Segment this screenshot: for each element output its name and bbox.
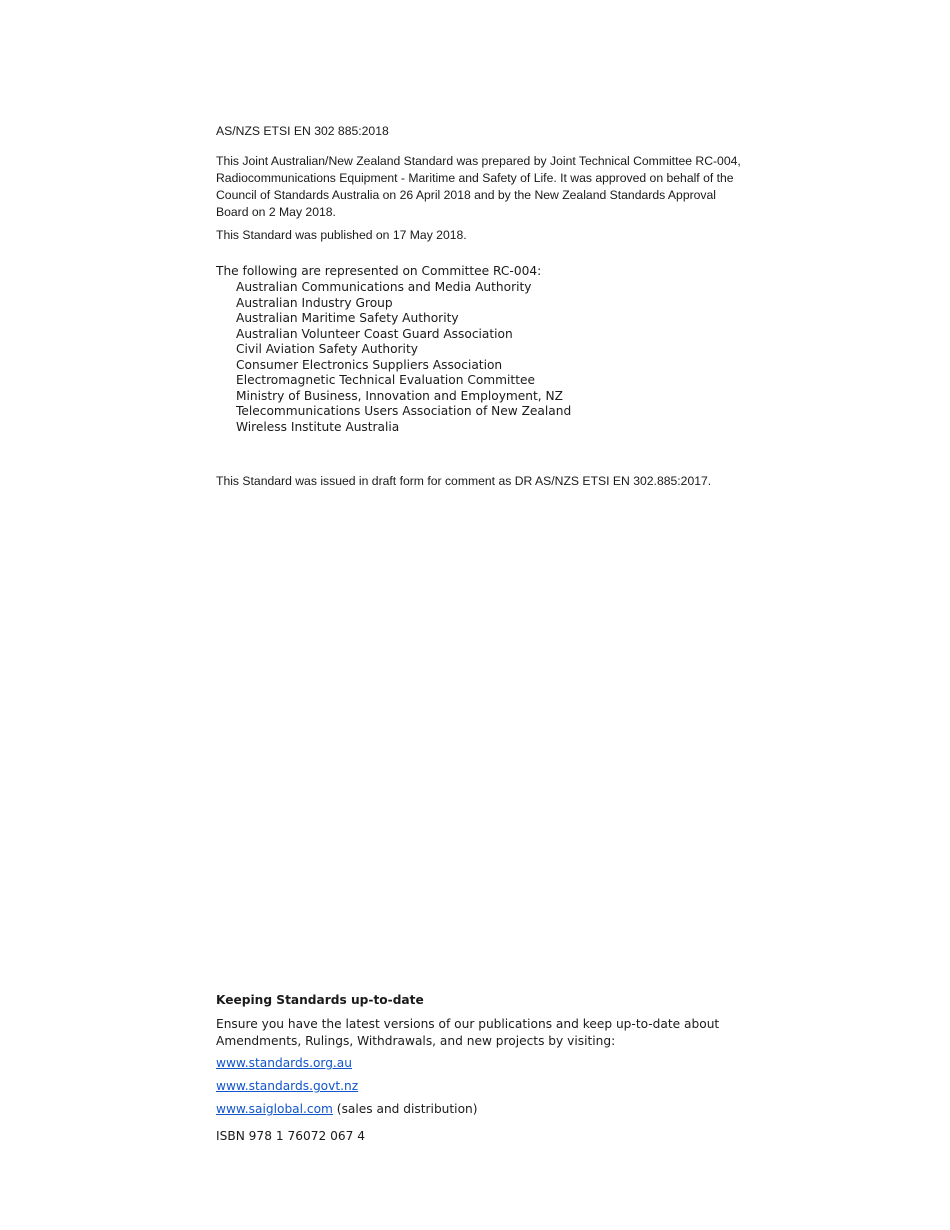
- keeping-up-to-date-heading: Keeping Standards up-to-date: [216, 993, 424, 1007]
- keeping-up-to-date-text: Ensure you have the latest versions of our publications and keep up-to-date about Amendments, Rulings, Withdrawals, and new projects by visiting:: [216, 1017, 720, 1048]
- committee-heading: The following are represented on Committee RC-004:: [216, 264, 542, 278]
- committee-member: Australian Maritime Safety Authority: [236, 311, 459, 325]
- committee-member: Wireless Institute Australia: [236, 419, 400, 434]
- committee-member: Ministry of Business, Innovation and Employment, NZ: [236, 388, 564, 403]
- standards-nz-link[interactable]: www.standards.govt.nz: [216, 1079, 359, 1093]
- saiglobal-link-suffix: (sales and distribution): [332, 1102, 478, 1116]
- published-date-text: This Standard was published on 17 May 2018.: [216, 228, 467, 242]
- committee-member-list: [236, 280, 571, 435]
- committee-member: Consumer Electronics Suppliers Association: [236, 357, 503, 372]
- committee-member: Australian Industry Group: [236, 295, 393, 310]
- saiglobal-link[interactable]: www.saiglobal.com: [216, 1102, 333, 1116]
- standards-australia-link[interactable]: www.standards.org.au: [216, 1056, 352, 1070]
- preparation-paragraph: This Joint Australian/New Zealand Standard was prepared by Joint Technical Committee RC-004, Radiocommunications Equipment - Maritime and Safety of Life. It was approved on behalf of the Council of Standards Australia on 26 April 2018 and by the New Zealand Standards Approval Board on 2 May 2018.: [216, 154, 741, 219]
- link-row-standards-nz: [216, 1079, 358, 1095]
- committee-member: Australian Communications and Media Authority: [236, 280, 532, 294]
- link-row-standards-au: [216, 1056, 352, 1072]
- committee-member: Electromagnetic Technical Evaluation Committee: [236, 373, 535, 387]
- standard-designation: AS/NZS ETSI EN 302 885:2018: [216, 124, 389, 138]
- draft-notice: This Standard was issued in draft form for comment as DR AS/NZS ETSI EN 302.885:2017.: [216, 474, 712, 488]
- committee-member: Telecommunications Users Association of New Zealand: [236, 404, 572, 418]
- committee-member: Australian Volunteer Coast Guard Association: [236, 326, 513, 341]
- committee-member: Civil Aviation Safety Authority: [236, 342, 418, 356]
- isbn-text: ISBN 978 1 76072 067 4: [216, 1129, 365, 1143]
- link-row-saiglobal: [216, 1102, 478, 1118]
